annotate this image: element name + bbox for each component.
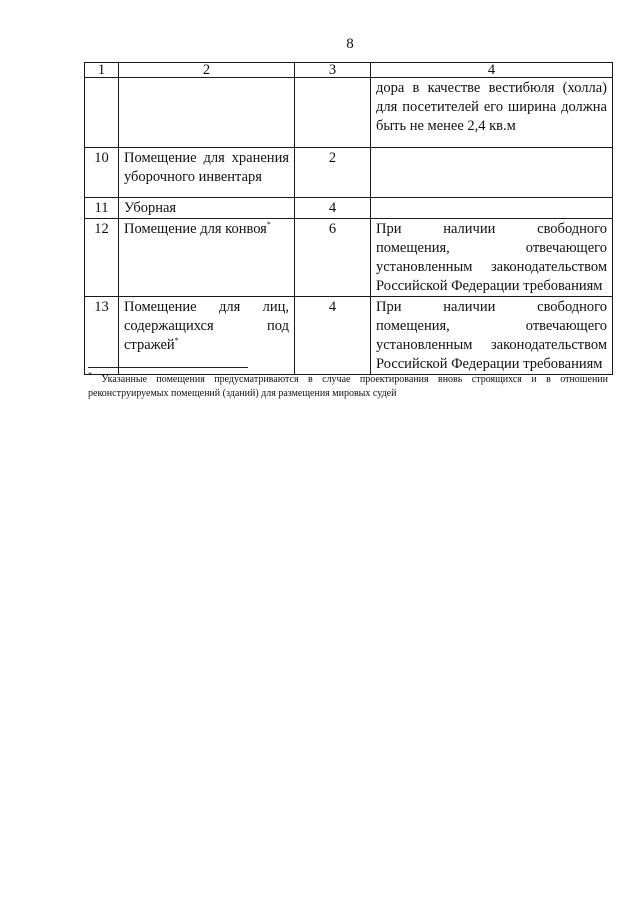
- rooms-table: [84, 62, 613, 375]
- table-row: [85, 148, 613, 198]
- header-col-1: 1: [85, 63, 119, 78]
- room-name: Уборная: [119, 198, 295, 219]
- room-name-cell: [119, 219, 295, 297]
- room-note: При наличии свободного помещения, отвечающего установленным законодательством Российской Федерации требованиям: [371, 219, 613, 297]
- row-number: 13: [85, 297, 119, 375]
- page-number: 8: [346, 36, 354, 52]
- room-area: 2: [295, 148, 371, 198]
- row-number: 12: [85, 219, 119, 297]
- room-name: Помещение для конвоя: [124, 221, 267, 237]
- footnote-mark: *: [266, 220, 271, 230]
- room-area: 4: [295, 198, 371, 219]
- room-note: При наличии свободного помещения, отвечающего установленным законодательством Российской Федерации требованиям: [371, 297, 613, 375]
- header-col-2: 2: [119, 63, 295, 78]
- table-header-row: [85, 63, 613, 78]
- footnote-divider: [88, 367, 248, 368]
- footnote-mark: *: [174, 336, 179, 346]
- footnote: [88, 370, 609, 401]
- room-note: дора в качестве вестибюля (холла) для посетителей его ширина должна быть не менее 2,4 кв.м: [371, 78, 613, 148]
- table-row: [85, 78, 613, 148]
- room-name: Помещение для хранения уборочного инвентаря: [119, 148, 295, 198]
- room-name-cell: [119, 297, 295, 375]
- room-area: 6: [295, 219, 371, 297]
- room-area: 4: [295, 297, 371, 375]
- room-note: [371, 148, 613, 198]
- header-col-3: 3: [295, 63, 371, 78]
- row-number: 11: [85, 198, 119, 219]
- table-row: [85, 297, 613, 375]
- room-area: [295, 78, 371, 148]
- footnote-mark: *: [88, 370, 92, 380]
- footnote-text: Указанные помещения предусматриваются в случае проектирования вновь строящихся и в отношении реконструируемых помещений (зданий) для размещения мировых судей: [88, 374, 609, 399]
- room-name: [119, 78, 295, 148]
- table-row: [85, 219, 613, 297]
- header-col-4: 4: [371, 63, 613, 78]
- room-name: Помещение для лиц, содержащихся под стражей: [124, 299, 289, 353]
- row-number: [85, 78, 119, 148]
- table-row: [85, 198, 613, 219]
- row-number: 10: [85, 148, 119, 198]
- room-note: [371, 198, 613, 219]
